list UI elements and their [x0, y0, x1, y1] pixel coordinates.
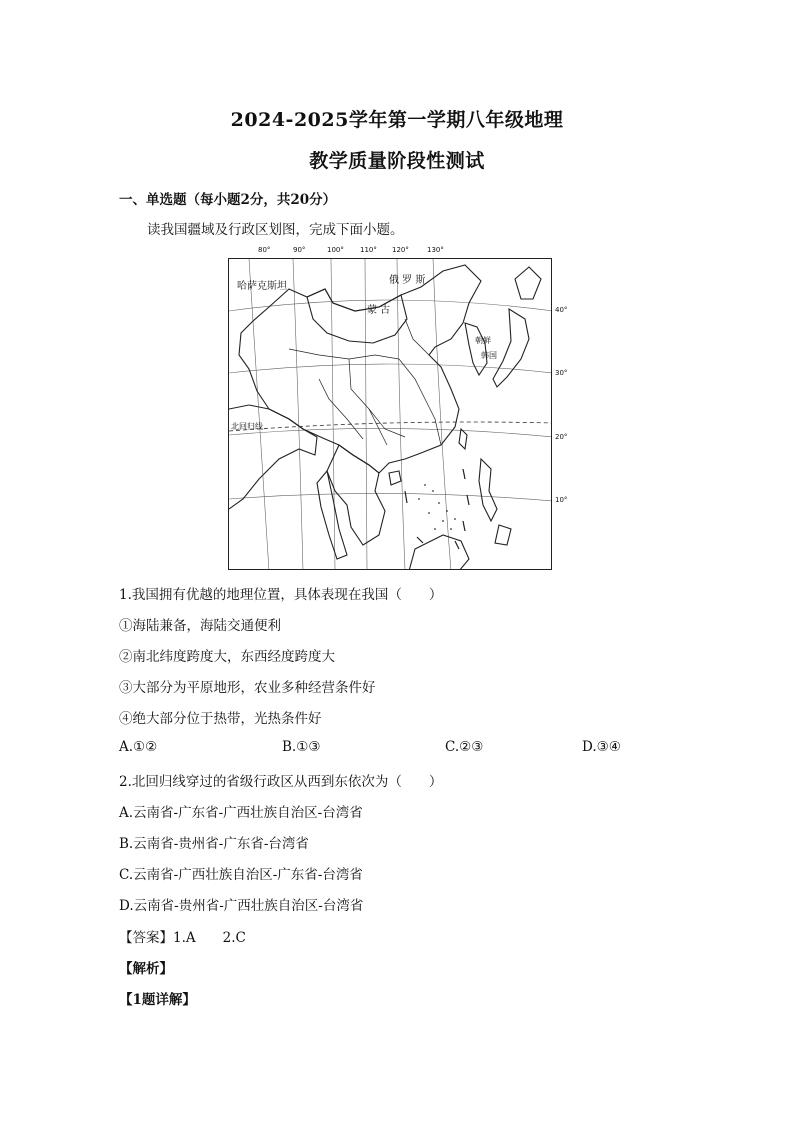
lon-tick: 110°	[360, 246, 377, 254]
question-1-option-c: C.②③	[445, 739, 484, 755]
lat-tick: 10°	[555, 496, 568, 504]
question-1-item: ③大部分为平原地形，农业多种经营条件好	[119, 680, 376, 696]
analysis-heading: 【解析】	[119, 961, 173, 977]
label-north-korea: 朝鲜	[475, 336, 491, 345]
china-territory-map	[228, 258, 552, 570]
lat-tick: 20°	[555, 433, 568, 441]
lat-tick: 40°	[555, 306, 568, 314]
lon-tick: 100°	[327, 246, 344, 254]
page-title-line1: 2024-2025学年第一学期八年级地理	[230, 109, 564, 131]
question-1-option-a: A.①②	[119, 739, 158, 755]
question-1-stem: 1.我国拥有优越的地理位置，具体表现在我国（ ）	[119, 587, 443, 603]
question-2-option-a: A.云南省-广东省-广西壮族自治区-台湾省	[119, 805, 363, 821]
lat-tick: 30°	[555, 369, 568, 377]
question-2-option-d: D.云南省-贵州省-广西壮族自治区-台湾省	[119, 898, 364, 914]
label-tropic-of-cancer: 北回归线	[231, 422, 263, 431]
answer-key: 【答案】1.A 2.C	[119, 930, 246, 946]
question-2-option-c: C.云南省-广西壮族自治区-广东省-台湾省	[119, 867, 363, 883]
label-mongolia: 蒙 古	[367, 305, 391, 316]
label-kazakhstan: 哈萨克斯坦	[237, 281, 287, 292]
lon-tick: 120°	[392, 246, 409, 254]
question-2-stem: 2.北回归线穿过的省级行政区从西到东依次为（ ）	[119, 774, 443, 790]
label-south-korea: 韩国	[481, 351, 497, 360]
label-russia: 俄 罗 斯	[389, 275, 426, 286]
lon-tick: 90°	[293, 246, 306, 254]
lon-tick: 80°	[258, 246, 271, 254]
question-1-item: ④绝大部分位于热带，光热条件好	[119, 711, 322, 727]
question-1-option-d: D.③④	[582, 739, 621, 755]
lon-tick: 130°	[427, 246, 444, 254]
question-1-option-b: B.①③	[282, 739, 321, 755]
intro-text: 读我国疆域及行政区划图，完成下面小题。	[147, 222, 404, 238]
question-1-item: ①海陆兼备，海陆交通便利	[119, 618, 281, 634]
question-1-detail-heading: 【1题详解】	[119, 992, 196, 1008]
map-drawing	[229, 259, 552, 570]
section-heading: 一、单选题（每小题2分，共20分）	[119, 192, 337, 208]
page-title-line2: 教学质量阶段性测试	[309, 150, 485, 172]
question-2-option-b: B.云南省-贵州省-广东省-台湾省	[119, 836, 309, 852]
question-1-item: ②南北纬度跨度大，东西经度跨度大	[119, 649, 335, 665]
